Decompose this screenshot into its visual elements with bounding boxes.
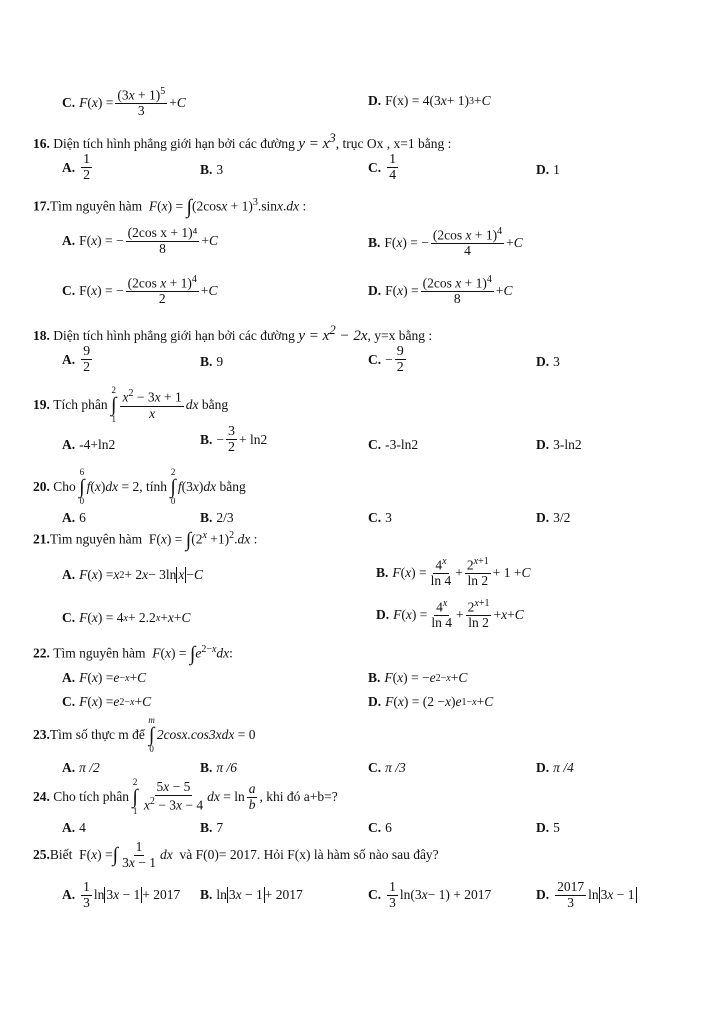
- question-24: 24. Cho tích phân 2 ∫ 1 $\frac{5x - 5}{x^2 - 3x - 4}$ dx = ln $\frac{a}{b}$ , khi đó a+b=?: [33, 777, 338, 816]
- q23-option-d: D. π /4: [536, 760, 574, 775]
- question-20: 20. Cho 6 ∫ 0 f ( x ) dx = 2 , tính 2 ∫ 0 f (3 x ) dx bằng: [33, 467, 246, 506]
- question-23: 23. Tìm số thực m để m ∫ 0 2cosx.cos3xdx = 0: [33, 715, 256, 754]
- q22-option-b: B. F ( x ) = − e 2−x + C: [368, 670, 468, 685]
- q25-option-d: D. $\frac{2017}{3}$ ln 3x − 1: [536, 879, 635, 910]
- q20-option-b: B. 2/3: [200, 510, 234, 525]
- question-17: 17.Tìm nguyên hàm $F(x) = \int(2\cos x + 1)^3.\sin x.dx$ :: [33, 196, 307, 219]
- q21-option-b: B. F ( x ) = $\frac{4^x}{\ln 4}$ + $\frac{2^{x+1}}{\ln 2}$ + 1 + C: [376, 556, 531, 589]
- q19-option-a: A. -4+ln2: [62, 437, 116, 452]
- q20-option-c: C. 3: [368, 510, 392, 525]
- q16-option-c: C. $\frac{1}{4}$: [368, 152, 397, 184]
- q15-option-d: D. F(x) = 4(3 x + 1) 3 + C: [368, 93, 491, 108]
- q21-option-c: C. F ( x ) = 4 x + 2.2 x + x + C: [62, 610, 191, 625]
- q20-option-d: D. 3/2: [536, 510, 571, 525]
- q18-option-c: C. − $\frac{9}{2}$: [368, 344, 404, 376]
- q22-option-a: A. F ( x ) = e −x + C: [62, 670, 147, 685]
- q20-option-a: A. 6: [62, 510, 86, 525]
- q17-option-b: B. F( x ) = − $\frac{(2\cos x + 1)^4}{4}$ + C: [368, 226, 523, 259]
- q24-option-c: C. 6: [368, 820, 392, 835]
- q23-option-c: C. π /3: [368, 760, 406, 775]
- q22-option-d: D. F ( x ) = (2 − x ) e 1−x + C: [368, 694, 494, 709]
- q24-option-b: B. 7: [200, 820, 224, 835]
- q21-option-d: D. F ( x ) = $\frac{4^x}{\ln 4}$ + $\frac{2^{x+1}}{\ln 2}$ + x + C: [376, 598, 524, 631]
- q22-option-c: C. F ( x ) = e 2−x + C: [62, 694, 152, 709]
- q24-option-d: D. 5: [536, 820, 560, 835]
- q17-option-c: C. F( x ) = − $\frac{(2\cos x + 1)^4}{2}$ + C: [62, 274, 218, 307]
- q17-option-a: A. F( x ) = − $\frac{\text{(2cos x + 1)⁴}}{8}$ + C: [62, 225, 218, 256]
- q16-option-d: D. 1: [536, 162, 560, 177]
- q25-option-b: B. ln 3x − 1 + 2017: [200, 887, 303, 902]
- q21-option-a: A. F ( x ) = x 2 + 2 x − 3ln x − C: [62, 567, 203, 582]
- q18-option-a: A. $\frac{9}{2}$: [62, 344, 91, 376]
- question-21: 21.Tìm nguyên hàm $F(x) = \int(2^x +1)^2.dx$ :: [33, 529, 258, 552]
- question-22: 22. Tìm nguyên hàm $F(x) = \int e^{2-x}dx$:: [33, 643, 233, 666]
- q19-option-d: D. 3-ln2: [536, 437, 582, 452]
- question-19: 19. Tích phân 2 ∫ 1 $\frac{x^2 - 3x + 1}{x}$ dx bằng: [33, 385, 229, 424]
- q17-option-d: D. F( x ) = $\frac{(2\cos x + 1)^4}{8}$ + C: [368, 274, 513, 307]
- q24-option-a: A. 4: [62, 820, 86, 835]
- q23-option-b: B. π /6: [200, 760, 238, 775]
- q25-option-a: A. $\frac{1}{3}$ ln 3x − 1 + 2017: [62, 879, 181, 910]
- q25-option-c: C. $\frac{1}{3}$ ln(3 x − 1) + 2017: [368, 879, 492, 910]
- q15-option-c: C. F ( x ) = $\frac{(3x + 1)^5}{3}$ + C: [62, 86, 186, 119]
- q16-option-b: B. 3: [200, 162, 224, 177]
- q19-option-c: C. -3-ln2: [368, 437, 419, 452]
- q19-option-b: B. − $\frac{3}{2}$ + ln2: [200, 424, 268, 456]
- q18-option-b: B. 9: [200, 354, 224, 369]
- q18-option-d: D. 3: [536, 354, 560, 369]
- q16-option-a: A. $\frac{1}{2}$: [62, 152, 91, 184]
- question-25: 25. Biết F( x ) = ∫ $\frac{1}{3x - 1}$ dx và F(0)= 2017. Hỏi F(x) là hàm số nào sau đây?: [33, 839, 439, 870]
- question-18: 18. Diện tích hình phẳng giới hạn bởi các đường $y = x^2 - 2x$, y=x bằng :: [33, 322, 433, 344]
- question-16: 16. Diện tích hình phẳng giới hạn bởi các đường $y = x^3$, trục Ox , x=1 bằng :: [33, 130, 452, 152]
- q23-option-a: A. π /2: [62, 760, 100, 775]
